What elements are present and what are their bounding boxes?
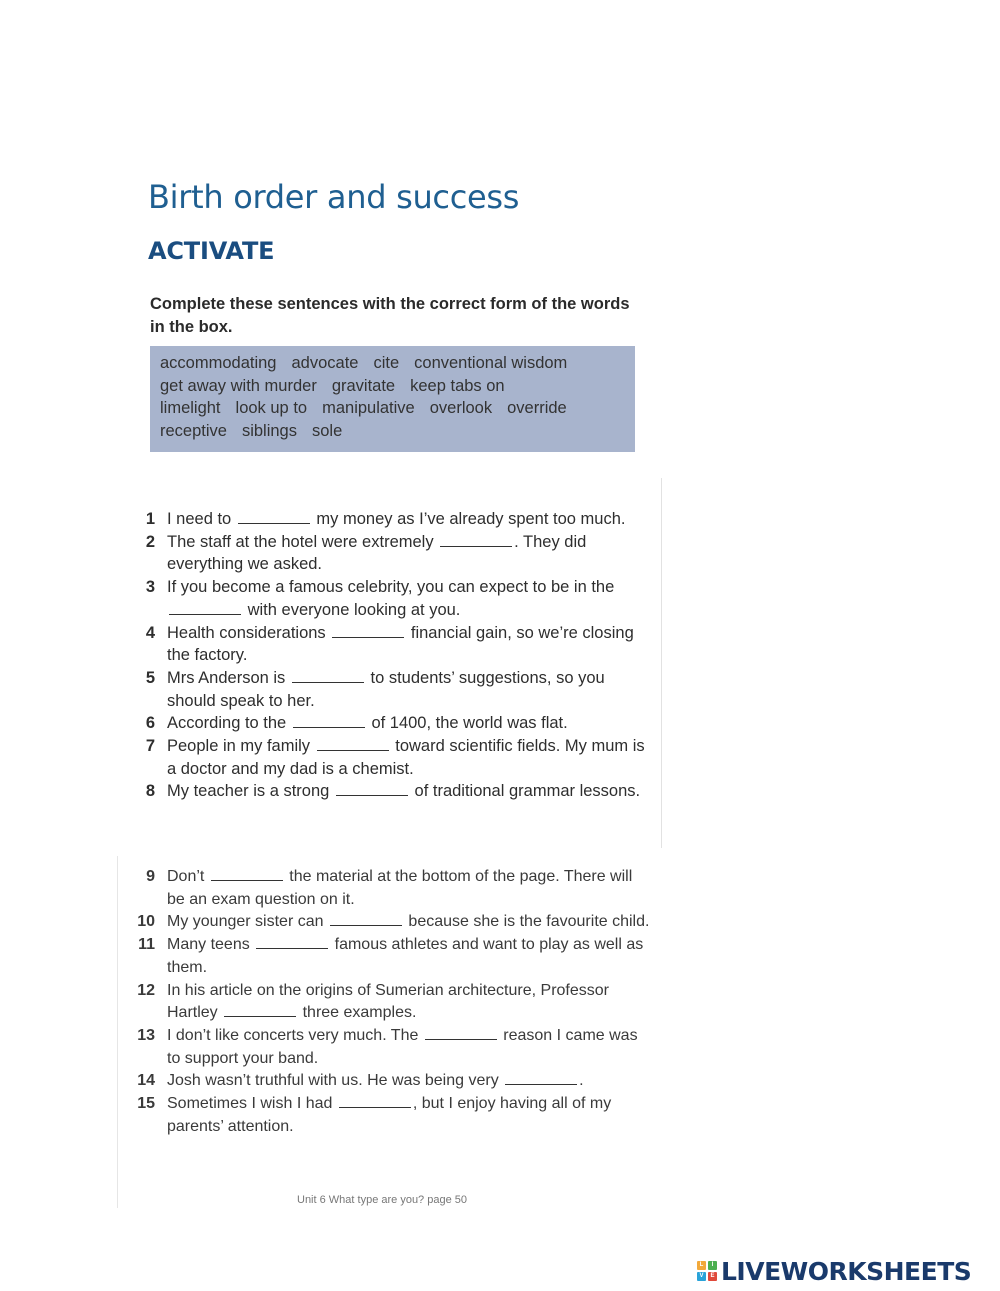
item-text-after: . They did everything we asked.	[167, 532, 587, 574]
liveworksheets-logo	[697, 1258, 971, 1284]
logo-text: LIVEWORKSHEETS	[721, 1256, 972, 1286]
word-box-word: get away with murder	[160, 376, 317, 395]
item-number: 14	[137, 1072, 155, 1090]
item-text-after: because she is the favourite child.	[408, 913, 650, 931]
logo-grid-cell: E	[708, 1272, 717, 1281]
word-box-word: siblings	[241, 421, 297, 440]
item-text-before: If you become a famous celebrity, you can expect to be in the	[167, 578, 615, 597]
word-box-word: gravitate	[331, 376, 396, 395]
item-text-after: the material at the bottom of the page. There will be an exam question on it.	[167, 868, 633, 908]
word-box-row	[160, 375, 625, 398]
exercise-item	[134, 576, 654, 621]
answer-blank[interactable]	[505, 1072, 577, 1085]
instruction-text: Complete these sentences with the correct form of the words in the box.	[150, 295, 630, 336]
column-divider	[661, 478, 662, 848]
exercise-item	[134, 622, 654, 667]
item-text-before: According to the	[167, 714, 287, 733]
exercise-item	[134, 780, 654, 803]
item-number: 8	[145, 782, 155, 801]
answer-blank[interactable]	[169, 602, 241, 615]
item-text-after: with everyone looking at you.	[247, 600, 461, 619]
answer-blank[interactable]	[256, 936, 328, 949]
word-box-word: keep tabs on	[410, 376, 505, 395]
exercise-item	[134, 1093, 654, 1138]
item-text-before: Sometimes I wish I had	[167, 1095, 333, 1113]
item-text-before: I don’t like concerts very much. The	[167, 1026, 419, 1044]
item-text-before: In his article on the origins of Sumerian architecture, Professor Hartley	[167, 981, 609, 1022]
word-box-word: limelight	[160, 399, 221, 417]
item-number: 13	[137, 1026, 155, 1044]
item-text-before: I need to	[167, 510, 232, 528]
exercise-item	[134, 911, 654, 934]
item-number: 4	[145, 623, 155, 642]
item-text-after: .	[579, 1072, 584, 1090]
answer-blank[interactable]	[330, 913, 402, 926]
answer-blank[interactable]	[336, 783, 408, 796]
word-box-word: accommodating	[160, 354, 277, 372]
word-box-word: look up to	[235, 399, 308, 417]
answer-blank[interactable]	[238, 511, 310, 524]
word-box-row	[160, 420, 625, 443]
item-text-before: Josh wasn’t truthful with us. He was being very	[167, 1072, 499, 1090]
exercise-item	[134, 712, 654, 735]
answer-blank[interactable]	[317, 738, 389, 751]
item-text-before: Don’t	[167, 868, 205, 885]
word-box-word: receptive	[160, 421, 227, 440]
exercise-list-part-2	[134, 866, 654, 1138]
item-number: 2	[145, 532, 155, 551]
word-box-word: cite	[373, 354, 400, 372]
answer-blank[interactable]	[293, 715, 365, 728]
item-text-after: of 1400, the world was flat.	[371, 714, 568, 733]
item-number: 9	[146, 868, 155, 885]
item-text-after: , but I enjoy having all of my parents’ attention.	[167, 1095, 612, 1135]
item-text-before: Health considerations	[167, 623, 326, 642]
item-number: 11	[138, 936, 155, 954]
logo-grid-cell: V	[697, 1272, 706, 1281]
item-text-after: of traditional grammar lessons.	[414, 782, 641, 801]
item-number: 12	[137, 981, 155, 999]
answer-blank[interactable]	[425, 1027, 497, 1040]
word-box-word: sole	[311, 421, 343, 440]
item-text-before: Mrs Anderson is	[167, 668, 286, 687]
item-text-after: to students’ suggestions, so you should speak to her.	[167, 668, 605, 710]
item-text-after: reason I came was to support your band.	[167, 1026, 638, 1067]
exercise-item	[134, 1070, 654, 1093]
item-text-after: toward scientific fields. My mum is a doctor and my dad is a chemist.	[167, 737, 645, 778]
item-text-before: The staff at the hotel were extremely	[167, 532, 434, 551]
logo-grid-icon	[697, 1261, 717, 1281]
item-number: 6	[145, 714, 155, 733]
word-box-word: conventional wisdom	[414, 354, 568, 372]
page-title: Birth order and success	[148, 178, 520, 216]
column-divider	[117, 856, 118, 1208]
logo-grid-cell: L	[697, 1261, 706, 1270]
word-box-word: manipulative	[322, 399, 415, 417]
item-text-after: financial gain, so we’re closing the factory.	[167, 623, 634, 665]
item-text-after: my money as I’ve already spent too much.	[316, 510, 626, 528]
item-text-before: People in my family	[167, 737, 311, 756]
answer-blank[interactable]	[211, 868, 283, 881]
word-box	[150, 346, 635, 452]
exercise-item	[134, 508, 654, 531]
exercise-item	[134, 980, 654, 1025]
item-text-before: My teacher is a strong	[167, 782, 330, 801]
exercise-item	[134, 866, 654, 911]
logo-grid-cell: I	[708, 1261, 717, 1270]
word-box-row	[160, 352, 625, 375]
answer-blank[interactable]	[332, 625, 404, 638]
exercise-list-part-1	[134, 508, 654, 803]
answer-blank[interactable]	[224, 1004, 296, 1017]
item-text-before: Many teens	[167, 936, 250, 954]
exercise-item	[134, 1025, 654, 1070]
word-box-word: override	[507, 399, 567, 417]
section-heading: ACTIVATE	[148, 237, 275, 265]
item-text-before: My younger sister can	[167, 913, 324, 931]
item-number: 5	[145, 668, 155, 687]
item-number: 3	[145, 578, 155, 597]
word-box-word: overlook	[429, 399, 493, 417]
exercise-item	[134, 735, 654, 780]
answer-blank[interactable]	[292, 670, 364, 683]
item-number: 1	[145, 510, 155, 528]
exercise-item	[134, 531, 654, 576]
exercise-item	[134, 667, 654, 712]
exercise-item	[134, 934, 654, 979]
word-box-word: advocate	[291, 354, 359, 372]
answer-blank[interactable]	[440, 534, 512, 547]
item-text-after: famous athletes and want to play as well as them.	[167, 936, 644, 976]
page-footer: Unit 6 What type are you? page 50	[297, 1194, 467, 1206]
item-number: 15	[137, 1095, 155, 1113]
item-number: 10	[137, 913, 155, 931]
answer-blank[interactable]	[339, 1095, 411, 1108]
item-number: 7	[145, 737, 155, 756]
word-box-row	[160, 397, 625, 420]
item-text-after: three examples.	[302, 1004, 417, 1022]
